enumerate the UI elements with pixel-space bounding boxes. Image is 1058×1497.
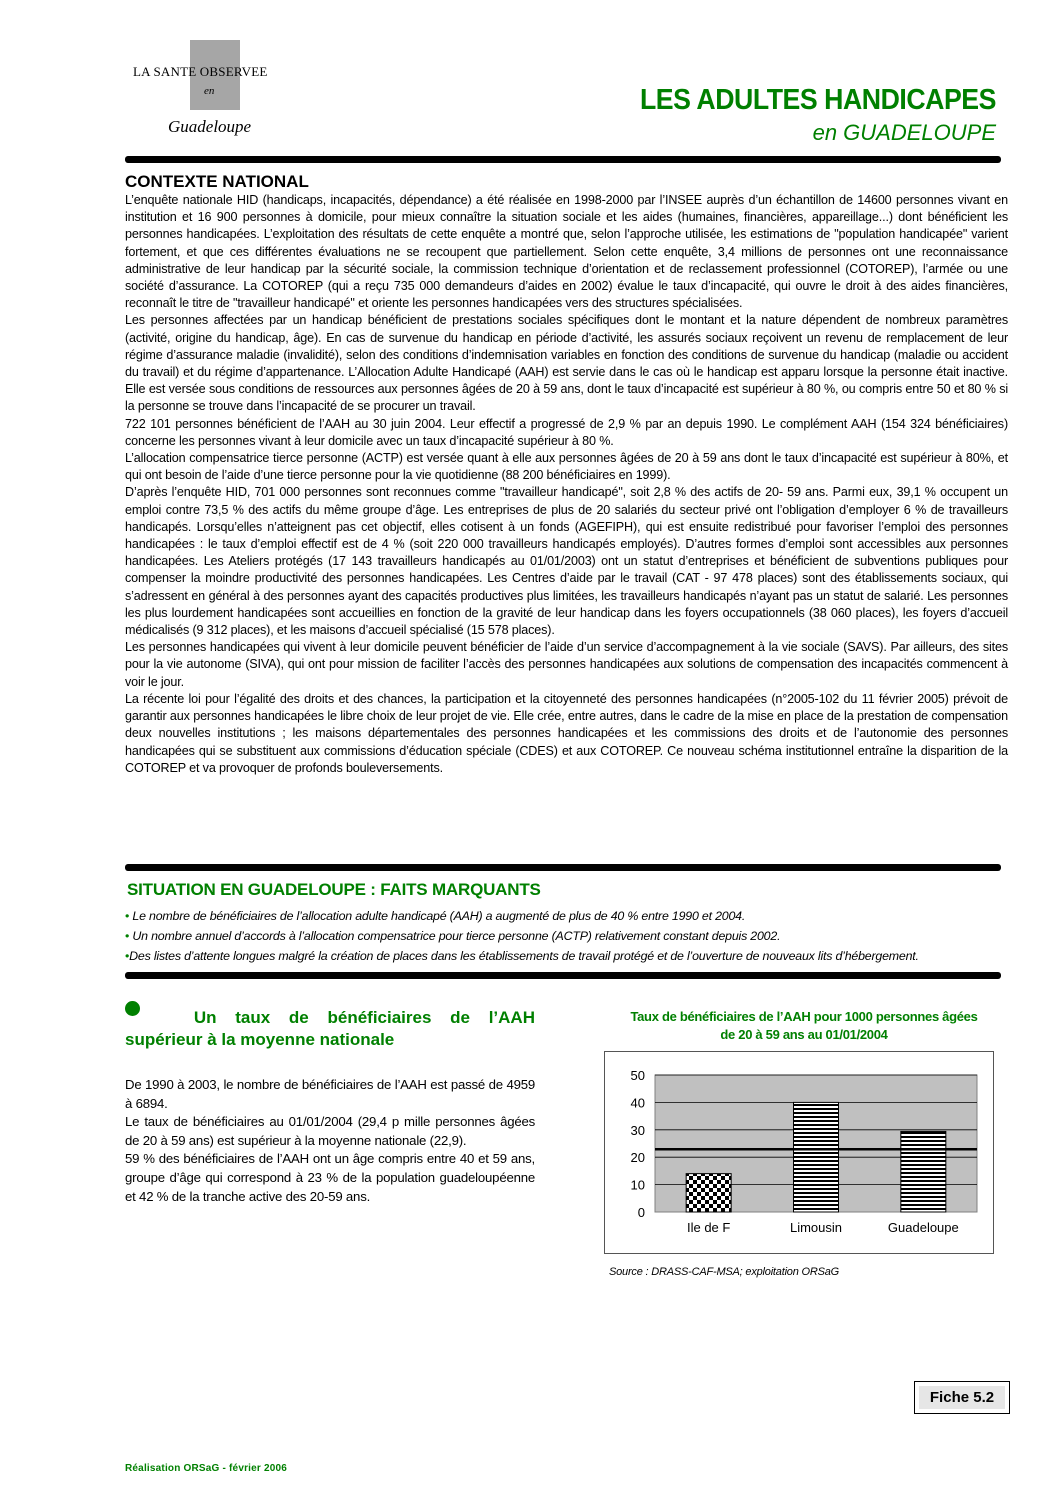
section-heading-line: supérieur à la moyenne nationale [125,1030,395,1049]
section-body [125,1076,535,1206]
list-item [125,946,1005,966]
list-item [125,926,1005,946]
bullet-icon: • [125,909,133,923]
paragraph: Les personnes handicapées qui vivent à leur domicile peuvent bénéficier de l’aide d’un service d’accompagnement à la vie sociale (SAVS). Par ailleurs, des sites pour la vie autonome (SIVA), qui ont pour mission de faciliter l’accès des personnes handicapées aux solutions de compensation des incapacités commencent à voir le jour. [125,640,1008,689]
paragraph: 722 101 personnes bénéficient de l’AAH au 30 juin 2004. Leur effectif a progressé de 2,9 % par an depuis 1990. Le complément AAH (154 324 bénéficiaires) concerne les personnes vivant à leur domicile avec un taux d’incapacité supérieur à 80 %. [125,416,1008,448]
page-title: LES ADULTES HANDICAPES [639,84,996,116]
fiche-badge [914,1381,1010,1414]
bullet-text: Un nombre annuel d’accords à l’allocation compensatrice pour tierce personne (ACTP) relativement constant depuis 2002. [132,929,781,943]
list-item [125,906,1005,926]
header-rule [125,156,1001,163]
x-tick-label: Limousin [789,1220,843,1235]
bar [901,1131,946,1212]
bar [794,1102,839,1212]
chart-source: Source : DRASS-CAF-MSA; exploitation ORSaG [609,1266,840,1278]
section-rule [125,864,1001,871]
contexte-body [125,192,1008,777]
y-tick-label: 40 [630,1095,645,1111]
x-tick-label: Ile de F [686,1220,731,1235]
y-tick-label: 0 [637,1205,645,1220]
paragraph: Les personnes affectées par un handicap bénéficient de prestations sociales spécifiques dont le montant et la nature dépendent de nombreux paramètres (activité, origine du handicap, âge). En cas de survenue du handicap en période d’activité, les assurés sociaux reçoivent un revenu de remplacement de leur régime d’assurance maladie (invalidité), selon des conditions d’indemnisation variables en fonction des conditions de survenue du handicap (maladie ou accident du travail) et du régime d’appartenance. L’Allocation Adulte Handicapé (AAH) est servie dans le cas où le handicap est apparu lorsque la personne était inactive. Elle est versée sous conditions de ressources aux personnes âgées de 20 à 59 ans, dont le taux d’incapacité est supérieur à 80 %, ou compris entre 50 et 80 % si la personne se trouve dans l’incapacité de se procurer un travail. [125,313,1008,414]
y-tick-label: 50 [630,1068,645,1083]
bullet-text: Des listes d’attente longues malgré la création de places dans les établissements de travail protégé et de l’ouverture de nouveaux lits d’hébergement. [129,949,919,963]
logo-region: Guadeloupe [168,117,252,136]
paragraph: D’après l’enquête HID, 701 000 personnes sont reconnues comme "travailleur handicapé", soit 2,8 % des actifs de 20- 59 ans. Parmi eux, 39,1 % occupent un emploi contre 73,5 % des actifs du même groupe d’âge. Les entreprises de plus de 20 salariés du secteur privé ont l’obligation d’employer 6 % de travailleurs handicapés. Lorsqu’elles n’atteignent pas cet objectif, elles cotisent à un fonds (AGEFIPH), qui est ensuite redistribué pour favoriser l’emploi des personnes handicapées : le taux d’emploi effectif est de 4 % (soit 220 000 travailleurs handicapés employés). D’autres formes d’emploi sont accessibles aux personnes handicapées. Les Ateliers protégés (17 143 travailleurs handicapés au 01/01/2003) ont un statut d’entreprises et bénéficient de subventions publiques pour compenser la moindre productivité des personnes handicapées. Les Centres d’aide par le travail (CAT - 97 478 places) sont des établissements sociaux, qui s’adressent en général à des personnes ayant des capacités productives plus limitées, les travailleurs handicapés n’ayant pas un statut de salarié. Les personnes les plus lourdement handicapées sont accueillies en fonction de la gravité de leur handicap dans les foyers occupationnels (38 060 places), les foyers d’accueil médicalisés (9 312 places), et les maisons d’accueil spécialisé (15 578 places). [125,485,1008,638]
logo-text: LA SANTE OBSERVEE [133,64,268,79]
y-tick-label: 10 [630,1177,645,1193]
section-heading-line: Un taux de bénéficiaires de l’AAH [193,1008,535,1027]
contexte-heading: CONTEXTE NATIONAL [125,172,309,191]
logo-en: en [204,85,215,97]
situation-heading: SITUATION EN GUADELOUPE : FAITS MARQUANTS [127,880,541,899]
section-heading [125,1007,535,1051]
footer-credit: Réalisation ORSaG - février 2006 [125,1463,288,1474]
paragraph: Le taux de bénéficiaires au 01/01/2004 (29,4 p mille personnes âgées de 20 à 59 ans) est supérieur à la moyenne nationale (22,9). [125,1114,535,1148]
bullet-text: Le nombre de bénéficiaires de l’allocation adulte handicapé (AAH) a augmenté de plus de 40 % entre 1990 et 2004. [132,909,746,923]
fiche-label: Fiche 5.2 [919,1386,1005,1409]
paragraph: L’enquête nationale HID (handicaps, incapacités, dépendance) a été réalisée en 1998-2000 par l’INSEE auprès d’un échantillon de 14600 personnes vivant en institution et 16 900 personnes à domicile, pour mieux connaître la situation sociale et les aides (humaines, financières, appareillage...) dont bénéficient les personnes handicapées. L’exploitation des résultats de cette enquête a montré que, selon l’approche utilisée, les estimations de "population handicapée" varient fortement, et que ces différentes évaluations ne se recoupent que partiellement. Selon cette enquête, 3,4 millions de personnes ont une reconnaissance administrative de leur handicap par la sécurité sociale, la commission technique d’orientation et de reclassement professionnel (COTOREP), l’armée ou une société d’assurance. La COTOREP (qui a reçu 735 000 demandeurs d’aides en 2002) évalue le taux d’incapacité, qui ouvre le droit à des aides financières, reconnaît le titre de "travailleur handicapé" et oriente les personnes handicapées vers des structures spécialisées. [125,193,1008,311]
chart-title-line: de 20 à 59 ans au 01/01/2004 [720,1027,888,1042]
chart-title-line: Taux de bénéficiaires de l’AAH pour 1000 personnes âgées [630,1009,978,1024]
chart-frame [604,1051,994,1254]
y-tick-label: 20 [630,1150,645,1166]
paragraph: De 1990 à 2003, le nombre de bénéficiaires de l’AAH est passé de 4959 à 6894. [125,1077,535,1111]
chart-title [595,1008,1013,1044]
bar [686,1174,731,1212]
paragraph: L’allocation compensatrice tierce personne (ACTP) est versée quant à elle aux personnes âgées de 20 à 59 ans dont le taux d’incapacité est supérieur à 80%, et qui ont besoin de l’aide d’une tierce personne pour la vie quotidienne (88 200 bénéficiaires en 1999). [125,451,1008,483]
bar-chart [605,1052,993,1253]
paragraph: 59 % des bénéficiaires de l’AAH ont un âge compris entre 40 et 59 ans, groupe d’âge qui correspond à 23 % de la population guadeloupéenne et 42 % de la tranche active des 20-59 ans. [125,1151,535,1204]
section-rule [125,972,1001,979]
paragraph: La récente loi pour l’égalité des droits et des chances, la participation et la citoyenneté des personnes handicapées (n°2005-102 du 11 février 2005) prévoit de garantir aux personnes handicapées le libre choix de leur projet de vie. Elle crée, entre autres, dans le cadre de la mise en place de la prestation de compensation deux nouvelles institutions ; les maisons départementales des personnes handicapées et les commissions des droits et de l’autonomie des personnes handicapées qui se substituent aux commissions d’éducation spéciale (CDES) et aux COTOREP. Ce nouveau schéma institutionnel entraîne la disparition de la COTOREP et va provoquer de profonds bouleversements. [125,691,1008,775]
bullet-icon: • [125,949,130,963]
situation-bullets [125,906,1005,966]
y-tick-label: 30 [630,1122,645,1138]
page-subtitle: en GUADELOUPE [812,120,996,145]
bullet-icon: • [125,929,133,943]
x-tick-label: Guadeloupe [887,1220,959,1235]
